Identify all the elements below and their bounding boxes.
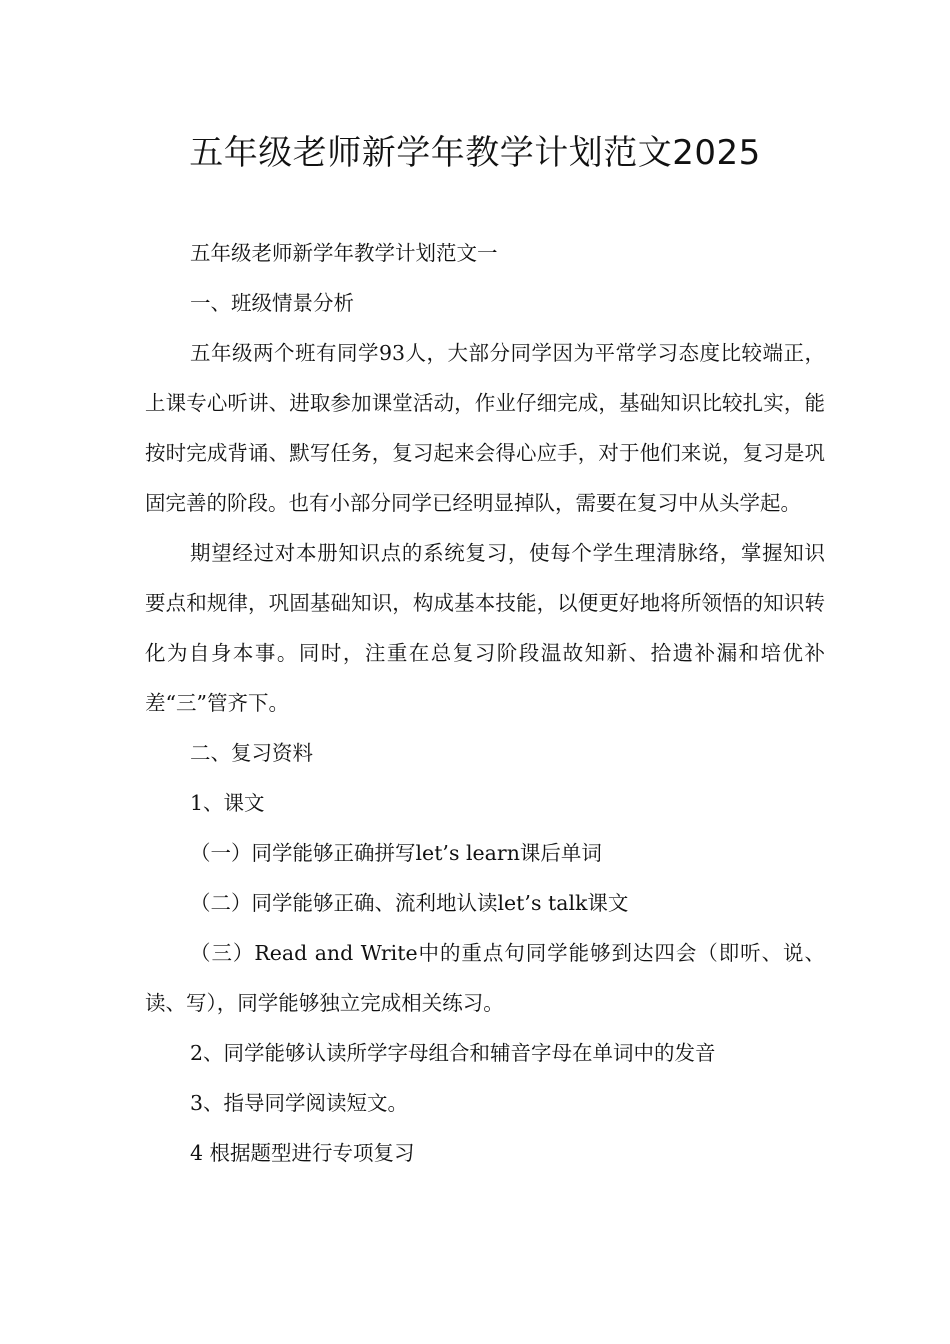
list-item-spelling: （一）同学能够正确拼写let’s learn课后单词 — [190, 841, 602, 865]
section-heading-review-materials: 二、复习资料 — [190, 741, 313, 765]
section-heading-plan-one: 五年级老师新学年教学计划范文一 — [190, 241, 498, 265]
list-item-read-and-write: （三）Read and Write中的重点句同学能够到达四会（即听、说、读、写），同学能够独立完成相关练习。 — [145, 941, 825, 1015]
list-item-texts: 1、课文 — [190, 791, 265, 815]
list-item-short-passages: 3、指导同学阅读短文。 — [190, 1091, 409, 1115]
section-heading-class-analysis: 一、班级情景分析 — [190, 291, 354, 315]
list-item-letter-sounds: 2、同学能够认读所学字母组合和辅音字母在单词中的发音 — [190, 1041, 716, 1065]
paragraph-review-goals: 期望经过对本册知识点的系统复习，使每个学生理清脉络，掌握知识要点和规律，巩固基础知识，构成基本技能，以便更好地将所领悟的知识转化为自身本事。同时，注重在总复习阶段温故知新、拾遗补漏和培优补差“三”管齐下。 — [145, 541, 825, 715]
list-item-question-types: 4 根据题型进行专项复习 — [190, 1141, 415, 1165]
paragraph-class-analysis: 五年级两个班有同学93人，大部分同学因为平常学习态度比较端正，上课专心听讲、进取参加课堂活动，作业仔细完成，基础知识比较扎实，能按时完成背诵、默写任务，复习起来会得心应手，对于他们来说，复习是巩固完善的阶段。也有小部分同学已经明显掉队，需要在复习中从头学起。 — [145, 341, 825, 515]
list-item-reading-talk: （二）同学能够正确、流利地认读let’s talk课文 — [190, 891, 629, 915]
document-title: 五年级老师新学年教学计划范文2025 — [189, 133, 761, 173]
document-body — [145, 228, 825, 1178]
